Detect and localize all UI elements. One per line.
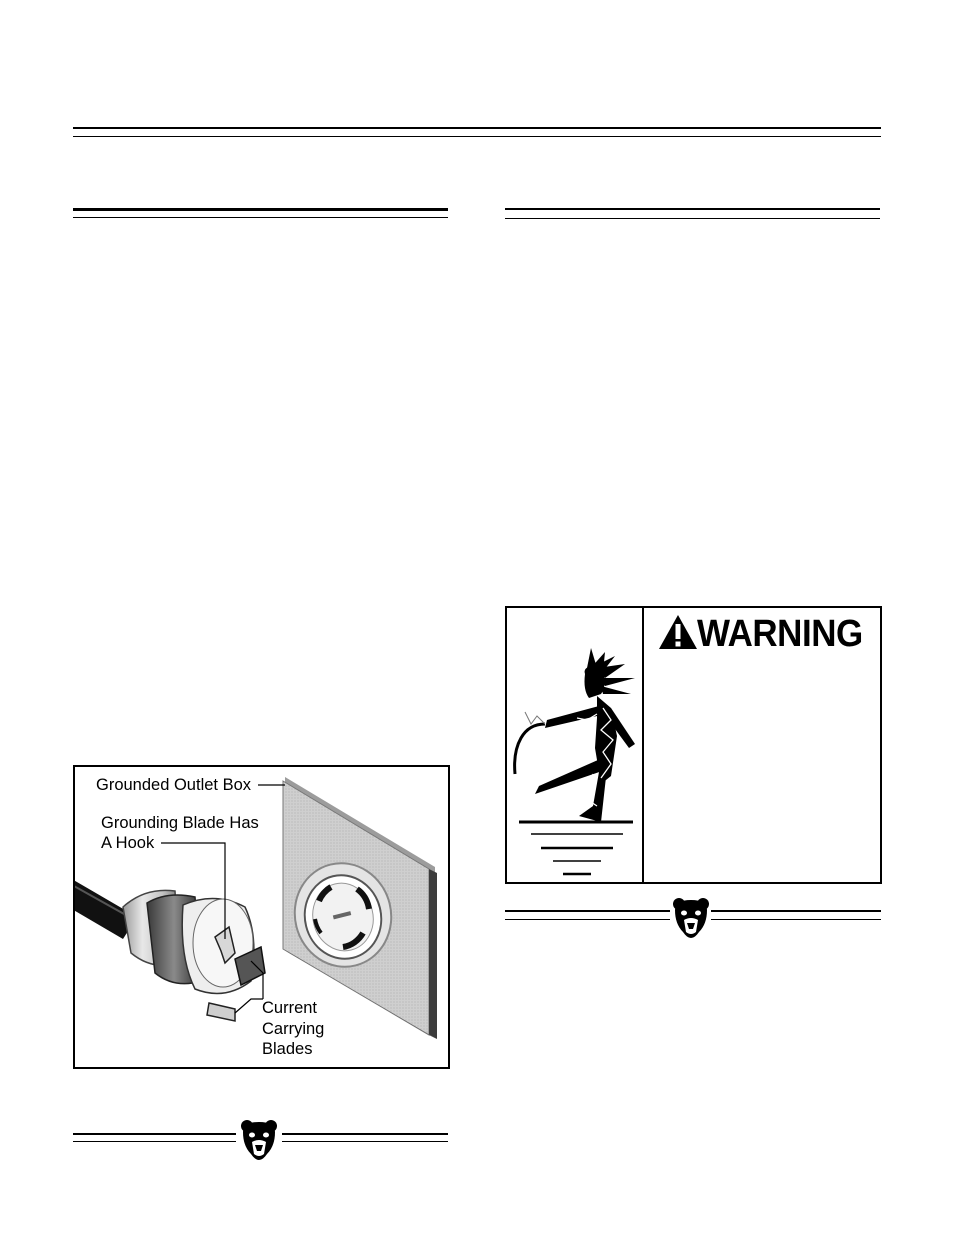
exclamation-triangle-icon (658, 614, 698, 650)
label-grounding-blade-line2: A Hook (101, 834, 155, 852)
right-end-divider-top-r (711, 910, 881, 912)
right-section-rule-bottom (505, 218, 880, 219)
left-section-rule-bottom (73, 217, 448, 218)
label-grounded-outlet-box: Grounded Outlet Box (96, 776, 252, 794)
plug-outlet-figure (73, 765, 450, 1069)
bear-head-icon (671, 896, 711, 940)
left-end-divider-top (73, 1133, 236, 1135)
twist-lock-plug (123, 890, 265, 1021)
label-current-line1: Current (262, 999, 318, 1017)
header-rule-bottom (73, 136, 881, 137)
left-end-divider-bottom-r (282, 1141, 448, 1142)
bear-head-icon (239, 1118, 279, 1162)
left-end-divider-top-r (282, 1133, 448, 1135)
electric-shock-icon (507, 608, 642, 882)
electrocution-warning-box (505, 606, 882, 884)
header-rule-top (73, 127, 881, 129)
warning-title: WARNING (697, 613, 863, 655)
label-grounding-blade-line1: Grounding Blade Has (101, 814, 259, 832)
left-section-rule-top (73, 208, 448, 211)
right-end-divider-bottom (505, 919, 670, 920)
label-current-line3: Blades (262, 1040, 313, 1058)
right-end-divider-top (505, 910, 670, 912)
warning-box-divider (642, 608, 644, 882)
label-current-line2: Carrying (262, 1020, 325, 1038)
right-section-rule-top (505, 208, 880, 210)
right-end-divider-bottom-r (711, 919, 881, 920)
left-end-divider-bottom (73, 1141, 236, 1142)
